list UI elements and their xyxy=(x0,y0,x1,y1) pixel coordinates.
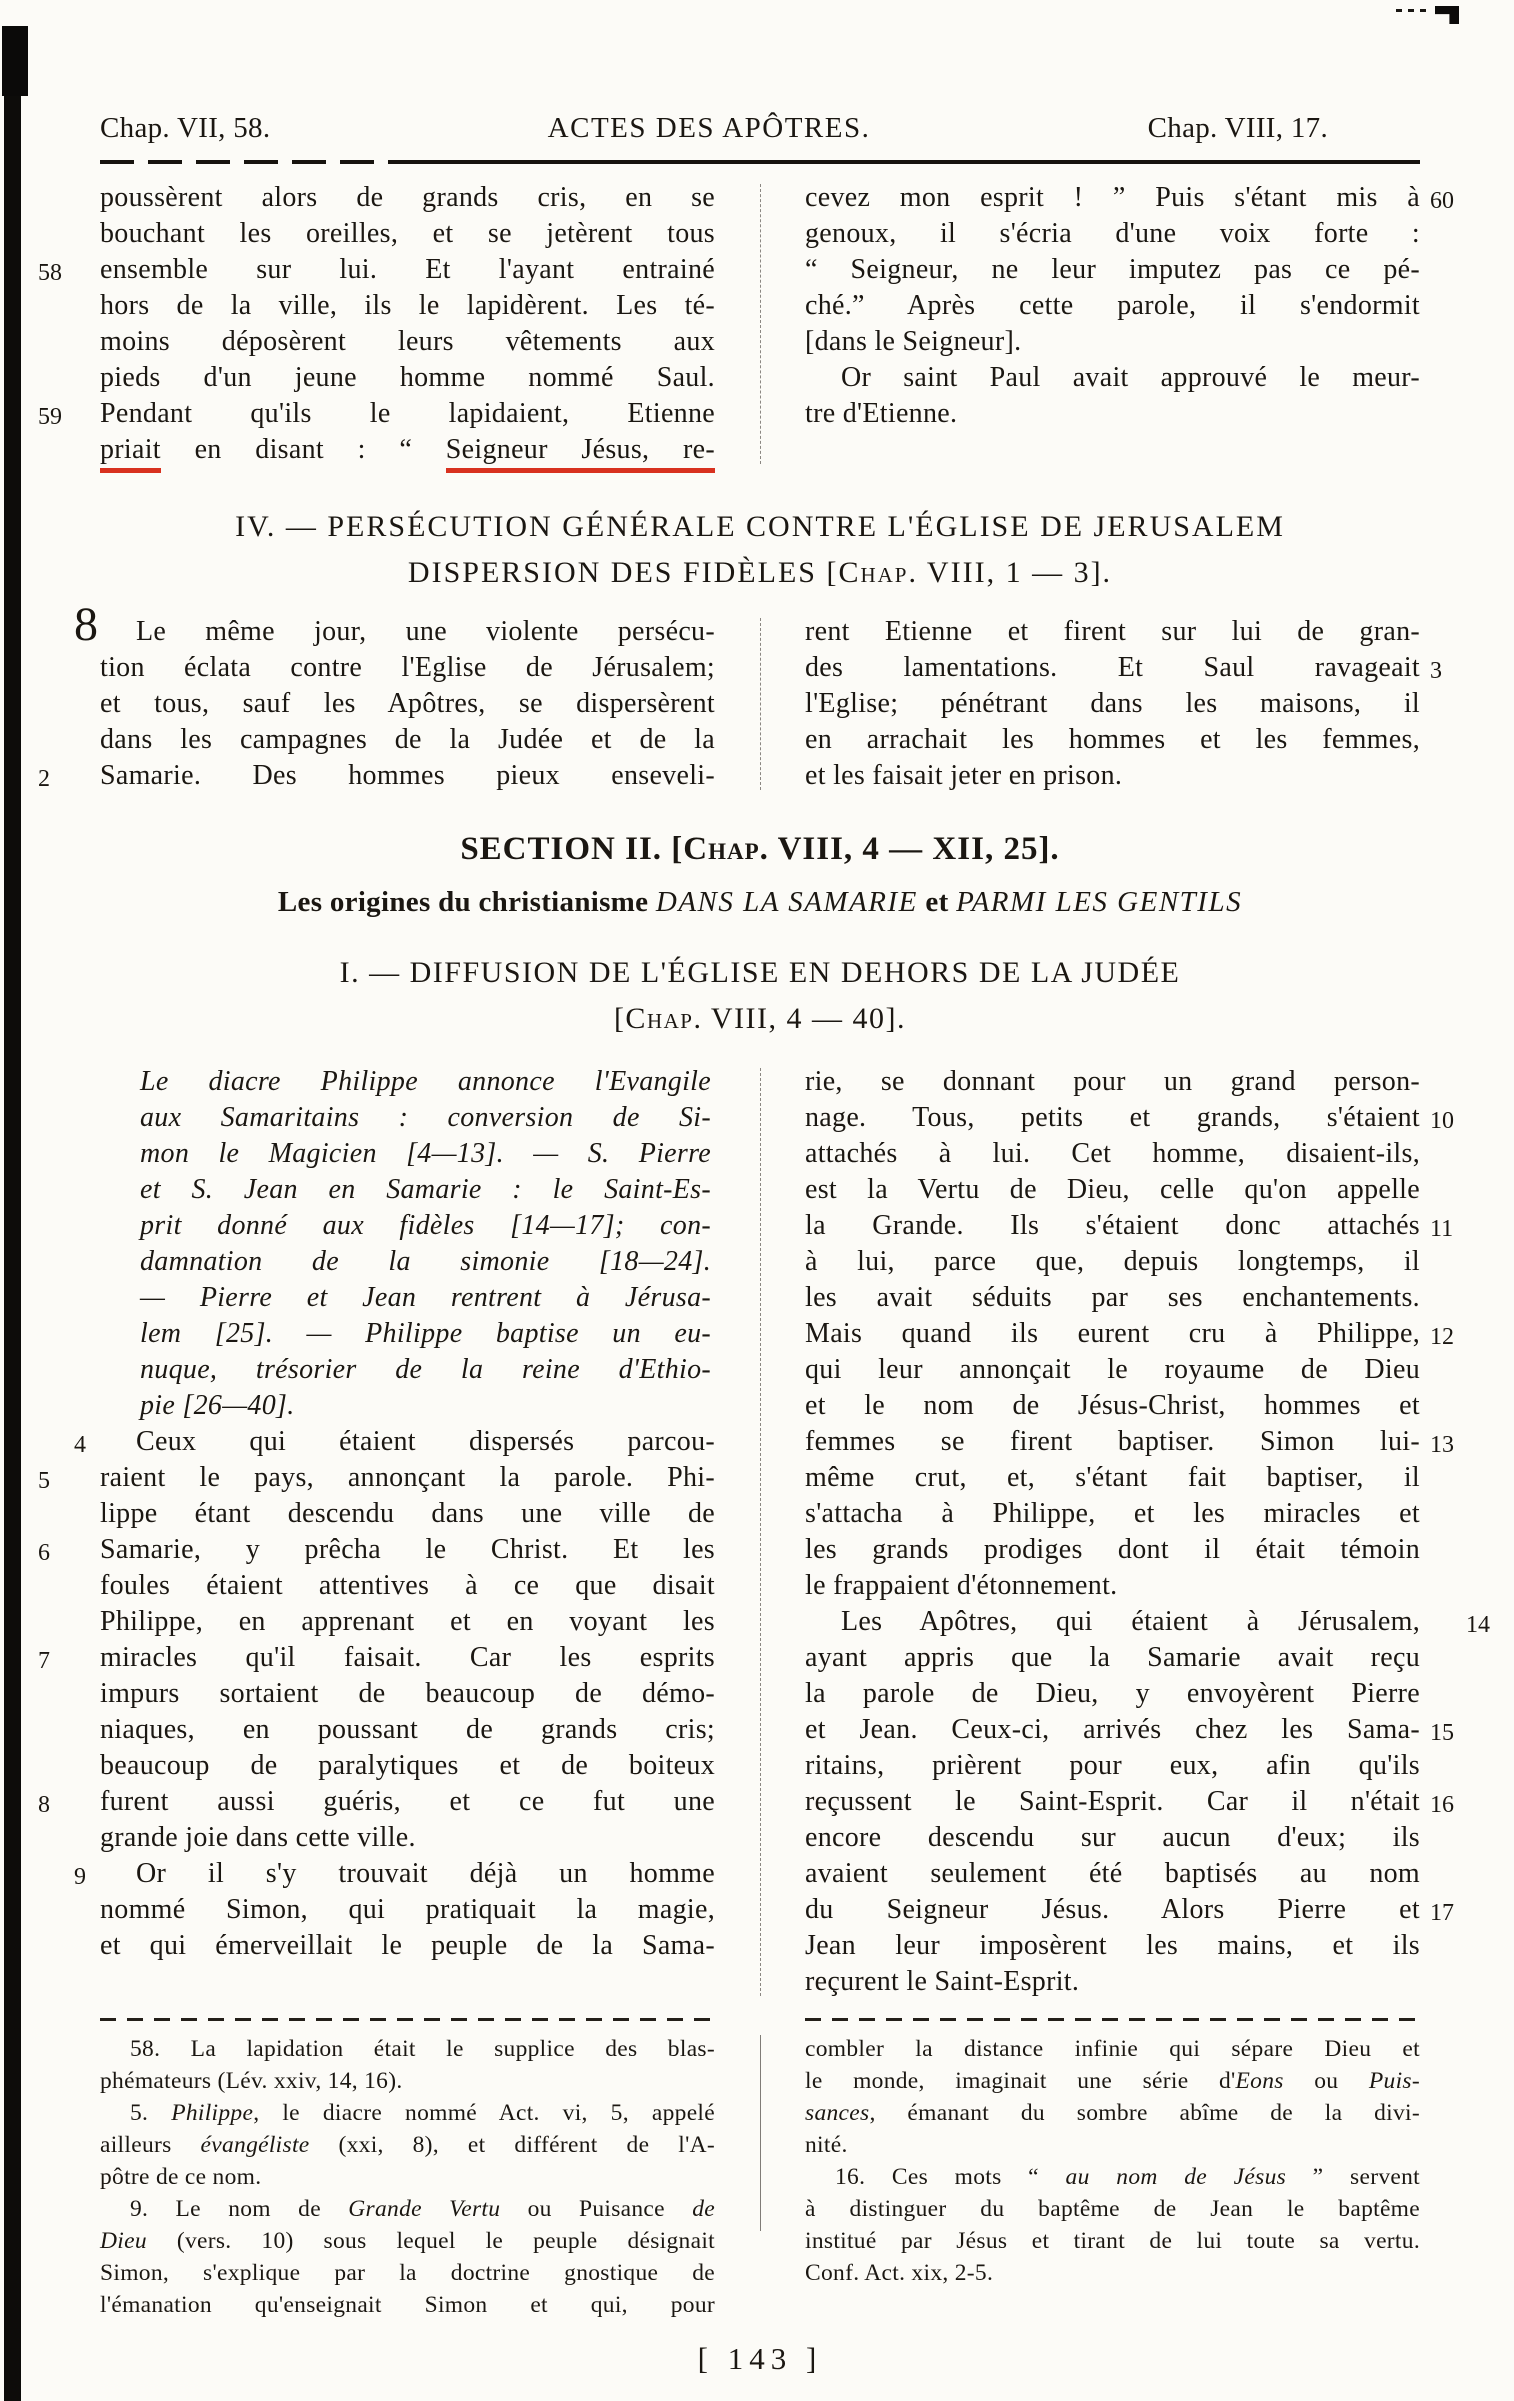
text-line xyxy=(805,1856,1420,1892)
verse-number: 60 xyxy=(1430,188,1454,214)
line-text: la parole de Dieu, y envoyèrent Pierre xyxy=(805,1678,1420,1709)
text-line xyxy=(805,2193,1420,2225)
text-segment: de xyxy=(692,2196,715,2222)
text-line xyxy=(805,1208,1454,1244)
line-text: aux Samaritains : conversion de Si- xyxy=(140,1102,711,1133)
line-text: la Grande. Ils s'étaient donc attachés xyxy=(805,1210,1420,1241)
text-line xyxy=(805,1172,1420,1208)
line-text: nuque, trésorier de la reine d'Ethio- xyxy=(140,1354,711,1385)
text-line xyxy=(100,1676,715,1712)
line-text: nage. Tous, petits et grands, s'étaient xyxy=(805,1102,1420,1133)
line-text: le frappaient d'étonnement. xyxy=(805,1570,1118,1601)
text-segment: en disant : “ xyxy=(160,434,446,465)
line-text: rent Etienne et firent sur lui de gran- xyxy=(805,616,1420,647)
line-text: beaucoup de paralytiques et de boiteux xyxy=(100,1750,715,1781)
verse-number: 4 xyxy=(74,1432,86,1458)
text-line xyxy=(805,722,1420,758)
text-segment: au nom de Jésus xyxy=(1065,2164,1287,2190)
text-line xyxy=(38,1640,715,1676)
text-line xyxy=(805,1604,1490,1640)
line-text: miracles qu'il faisait. Car les esprits xyxy=(100,1642,715,1673)
line-text: phémateurs (Lév. xxiv, 14, 16). xyxy=(100,2068,403,2094)
text-segment: sances xyxy=(805,2100,870,2126)
line-text: impurs sortaient de beaucoup de démo- xyxy=(100,1678,715,1709)
text-line xyxy=(805,2225,1420,2257)
text-line xyxy=(100,1712,715,1748)
text-segment: ” servent xyxy=(1286,2164,1420,2190)
text-line xyxy=(140,1316,711,1352)
text-segment: (xxi, 8), et différent de l'A- xyxy=(309,2132,715,2158)
text-line xyxy=(805,1892,1454,1928)
text-line xyxy=(140,1208,711,1244)
line-text: ché.” Après cette parole, il s'endormit xyxy=(805,290,1420,321)
line-text: femmes se firent baptiser. Simon lui- xyxy=(805,1426,1420,1457)
line-text: pieds d'un jeune homme nommé Saul. xyxy=(100,362,715,393)
text-line xyxy=(100,2193,715,2225)
text-line xyxy=(805,2033,1420,2065)
line-text: s'attacha à Philippe, et les miracles et xyxy=(805,1498,1420,1529)
text-line xyxy=(805,1784,1454,1820)
text-line xyxy=(805,2097,1420,2129)
text-line xyxy=(100,2225,715,2257)
argument-summary xyxy=(100,1064,715,1424)
line-text: Or saint Paul avait approuvé le meur- xyxy=(841,362,1420,393)
text-line xyxy=(100,216,715,252)
text-line xyxy=(140,1388,711,1424)
line-text: et tous, sauf les Apôtres, se dispersèrent xyxy=(100,688,715,719)
line-text: niaques, en poussant de grands cris; xyxy=(100,1714,715,1745)
line-text: Samarie. Des hommes pieux enseveli- xyxy=(100,760,715,791)
line-text: genoux, il s'écria d'une voix forte : xyxy=(805,218,1420,249)
binding-edge-top xyxy=(2,26,28,96)
text-line xyxy=(100,2161,715,2193)
column-left xyxy=(38,598,715,794)
line-text: à distinguer du baptême de Jean le baptême xyxy=(805,2196,1420,2222)
section-ii-title: SECTION II. [Chap. VIII, 4 — XII, 25]. xyxy=(460,831,1060,867)
line-text: Samarie, y prêcha le Christ. Et les xyxy=(100,1534,715,1565)
text-segment: Philippe xyxy=(171,2100,254,2126)
text-segment: ou xyxy=(1283,2068,1369,2094)
text-line xyxy=(805,2257,1420,2289)
text-segment: Les origines du christianisme xyxy=(277,886,656,918)
line-text: pie [26—40]. xyxy=(140,1390,295,1421)
text-line xyxy=(38,396,715,432)
text-line xyxy=(38,1460,715,1496)
text-line xyxy=(805,1568,1420,1604)
text-line xyxy=(805,1676,1420,1712)
text-line xyxy=(140,1280,711,1316)
running-head xyxy=(100,0,1420,145)
text-line xyxy=(805,1424,1454,1460)
line-text xyxy=(835,2164,1420,2190)
text-line xyxy=(805,1712,1454,1748)
line-text: hors de la ville, ils le lapidèrent. Les té- xyxy=(100,290,715,321)
text-line xyxy=(100,324,715,360)
text-line xyxy=(38,252,715,288)
text-line xyxy=(140,1244,711,1280)
line-text: des lamentations. Et Saul ravageait xyxy=(805,652,1420,683)
text-line xyxy=(100,2065,715,2097)
text-line xyxy=(140,1136,711,1172)
line-text: prit donné aux fidèles [14—17]; con- xyxy=(140,1210,711,1241)
section-ii-subtitle xyxy=(100,884,1420,920)
footnote-rule-right xyxy=(805,2018,1420,2021)
line-text: combler la distance infinie qui sépare Dieu et xyxy=(805,2036,1420,2062)
verse-number: 2 xyxy=(38,766,50,792)
text-segment: DANS LA SAMARIE xyxy=(655,886,918,918)
book-title: ACTES DES APÔTRES. xyxy=(547,112,871,144)
verse-number: 59 xyxy=(38,404,62,430)
verse-number: 14 xyxy=(1466,1612,1490,1638)
text-line xyxy=(100,686,715,722)
text-line xyxy=(100,2033,715,2065)
section-heading-iv xyxy=(100,504,1420,596)
text-line xyxy=(38,1532,715,1568)
line-text: damnation de la simonie [18—24]. xyxy=(140,1246,711,1277)
text-line xyxy=(805,2129,1420,2161)
line-text: “ Seigneur, ne leur imputez pas ce pé- xyxy=(805,254,1420,285)
line-text: Conf. Act. xix, 2-5. xyxy=(805,2260,994,2286)
column-right xyxy=(805,1064,1490,2000)
text-line xyxy=(805,650,1442,686)
text-line xyxy=(100,1496,715,1532)
text-line xyxy=(140,1064,711,1100)
line-text: Ceux qui étaient dispersés parcou- xyxy=(136,1426,715,1457)
text-line xyxy=(805,1244,1420,1280)
footnotes xyxy=(100,2033,1420,2321)
text-segment: ou Puisance xyxy=(500,2196,693,2222)
text-line xyxy=(140,1352,711,1388)
text-line xyxy=(100,360,715,396)
line-text: est la Vertu de Dieu, celle qu'on appelle xyxy=(805,1174,1420,1205)
text-line xyxy=(805,1640,1420,1676)
red-pen-underline: Seigneur Jésus, re- xyxy=(446,434,715,473)
passage-acts-8-1-3 xyxy=(38,598,1442,794)
text-line xyxy=(805,1388,1420,1424)
line-text: grande joie dans cette ville. xyxy=(100,1822,416,1853)
line-text: Mais quand ils eurent cru à Philippe, xyxy=(805,1318,1420,1349)
verse-number: 10 xyxy=(1430,1108,1454,1134)
text-line xyxy=(100,180,715,216)
text-line xyxy=(805,1496,1420,1532)
text-line xyxy=(100,1604,715,1640)
footnotes-left xyxy=(100,2033,715,2321)
text-line xyxy=(140,1100,711,1136)
line-text xyxy=(805,2068,1420,2094)
section-heading-i-line2: [Chap. VIII, 4 — 40]. xyxy=(613,1002,907,1035)
column-left xyxy=(38,1064,715,2000)
line-text: reçurent le Saint-Esprit. xyxy=(805,1966,1080,1997)
line-text: ritains, prièrent pour eux, afin qu'ils xyxy=(805,1750,1420,1781)
line-text: nité. xyxy=(805,2132,848,2158)
text-line xyxy=(805,360,1420,396)
line-text: pôtre de ce nom. xyxy=(100,2164,262,2190)
line-text xyxy=(100,434,715,473)
line-text xyxy=(130,2100,715,2126)
text-line xyxy=(805,324,1420,360)
line-text: avaient seulement été baptisés au nom xyxy=(805,1858,1420,1889)
verse-number: 13 xyxy=(1430,1432,1454,1458)
text-line xyxy=(100,1748,715,1784)
line-text xyxy=(130,2196,715,2222)
verse-number: 8 xyxy=(38,1792,50,1818)
chapter-ref-left: Chap. VII, 58. xyxy=(100,112,271,144)
text-line xyxy=(805,1964,1420,2000)
text-line xyxy=(38,1784,715,1820)
line-text xyxy=(805,2100,1420,2126)
text-line xyxy=(100,432,715,468)
text-line xyxy=(100,884,1420,920)
line-text: et le nom de Jésus-Christ, hommes et xyxy=(805,1390,1420,1421)
text-line xyxy=(805,1748,1420,1784)
line-text: et S. Jean en Samarie : le Saint-Es- xyxy=(140,1174,711,1205)
line-text: Les Apôtres, qui étaient à Jérusalem, xyxy=(841,1606,1420,1637)
text-line xyxy=(805,1136,1420,1172)
line-text: Le diacre Philippe annonce l'Evangile xyxy=(140,1066,711,1097)
line-text: bouchant les oreilles, et se jetèrent tous xyxy=(100,218,715,249)
text-line xyxy=(805,216,1420,252)
line-text: lem [25]. — Philippe baptise un eu- xyxy=(140,1318,711,1349)
line-text xyxy=(100,2228,715,2254)
text-line xyxy=(805,288,1420,324)
line-text: à lui, parce que, depuis longtemps, il xyxy=(805,1246,1420,1277)
scan-speck xyxy=(1396,9,1430,12)
verse-number: 9 xyxy=(74,1864,86,1890)
text-line xyxy=(100,1820,715,1856)
text-line xyxy=(805,686,1420,722)
line-text: Philippe, en apprenant et en voyant les xyxy=(100,1606,715,1637)
text-line xyxy=(74,1424,715,1460)
text-line xyxy=(805,180,1454,216)
text-line xyxy=(805,1100,1454,1136)
verse-number: 5 xyxy=(38,1468,50,1494)
line-text: reçussent le Saint-Esprit. Car il n'était xyxy=(805,1786,1420,1817)
line-text: et qui émerveillait le peuple de la Sama- xyxy=(100,1930,715,1961)
text-line xyxy=(74,598,715,651)
text-line xyxy=(805,1064,1420,1100)
line-text: 58. La lapidation était le supplice des blas- xyxy=(130,2036,715,2062)
line-text: Le même jour, une violente persécu- xyxy=(136,616,715,647)
text-line xyxy=(805,2065,1420,2097)
column-right xyxy=(805,614,1442,794)
text-line xyxy=(100,722,715,758)
text-line xyxy=(100,2129,715,2161)
header-rule-line xyxy=(400,160,1420,164)
verse-number: 17 xyxy=(1430,1900,1454,1926)
line-text: tion éclata contre l'Eglise de Jérusalem; xyxy=(100,652,715,683)
text-segment: , émanant du sombre abîme de la divi- xyxy=(869,2100,1420,2126)
text-line xyxy=(805,252,1420,288)
line-text: furent aussi guéris, et ce fut une xyxy=(100,1786,715,1817)
text-line xyxy=(805,2161,1420,2193)
column-right xyxy=(805,180,1454,468)
text-segment: Eons xyxy=(1235,2068,1284,2094)
verse-number: 6 xyxy=(38,1540,50,1566)
text-line xyxy=(100,2257,715,2289)
verse-number: 8 xyxy=(74,598,98,651)
verse-number: 58 xyxy=(38,260,62,286)
text-line xyxy=(805,614,1420,650)
text-line xyxy=(74,1856,715,1892)
passage-acts-7 xyxy=(38,180,1454,468)
line-text: [dans le Seigneur]. xyxy=(805,326,1022,357)
verse-number: 7 xyxy=(38,1648,50,1674)
line-text: ayant appris que la Samarie avait reçu xyxy=(805,1642,1420,1673)
text-line xyxy=(100,2289,715,2321)
text-line xyxy=(100,1568,715,1604)
text-segment: 5. xyxy=(130,2100,172,2126)
line-text: les grands prodiges dont il était témoin xyxy=(805,1534,1420,1565)
verse-number: 3 xyxy=(1430,658,1442,684)
footnote-separator xyxy=(100,2018,1420,2021)
text-line xyxy=(805,1532,1420,1568)
chapter-ref-right: Chap. VIII, 17. xyxy=(1147,112,1328,144)
line-text: l'émanation qu'enseignait Simon et qui, pour xyxy=(100,2292,715,2318)
scan-corner-artifact xyxy=(1435,6,1459,24)
page-number: [ 143 ] xyxy=(697,2341,823,2376)
text-segment: (vers. 10) sous lequel le peuple désignait xyxy=(146,2228,715,2254)
line-text xyxy=(278,886,1242,918)
text-line xyxy=(38,758,715,794)
verse-number: 16 xyxy=(1430,1792,1454,1818)
footnotes-right xyxy=(805,2033,1420,2321)
line-text: Simon, s'explique par la doctrine gnostique de xyxy=(100,2260,715,2286)
text-line xyxy=(805,758,1420,794)
line-text: Or il s'y trouvait déjà un homme xyxy=(136,1858,715,1889)
line-text: du Seigneur Jésus. Alors Pierre et xyxy=(805,1894,1420,1925)
text-segment: 9. Le nom de xyxy=(130,2196,349,2222)
line-text: rie, se donnant pour un grand person- xyxy=(805,1066,1420,1097)
text-segment: Dieu xyxy=(100,2228,147,2254)
text-line xyxy=(100,288,715,324)
header-rule-dashes xyxy=(100,160,400,164)
text-line xyxy=(140,1172,711,1208)
text-segment: , le diacre nommé Act. vi, 5, appelé xyxy=(253,2100,715,2126)
line-text xyxy=(100,2132,715,2158)
line-text: poussèrent alors de grands cris, en se xyxy=(100,182,715,213)
column-left xyxy=(38,180,715,468)
line-text: Pendant qu'ils le lapidaient, Etienne xyxy=(100,398,715,429)
text-line xyxy=(805,1820,1420,1856)
text-segment: le monde, imaginait une série d' xyxy=(805,2068,1236,2094)
line-text: institué par Jésus et tirant de lui toute sa vertu. xyxy=(805,2228,1420,2254)
line-text: attachés à lui. Cet homme, disaient-ils, xyxy=(805,1138,1420,1169)
red-pen-underline: priait xyxy=(100,434,161,473)
verse-number: 12 xyxy=(1430,1324,1454,1350)
text-line xyxy=(805,1352,1420,1388)
line-text: tre d'Etienne. xyxy=(805,398,958,429)
section-heading-i xyxy=(100,950,1420,1042)
text-segment: Puis- xyxy=(1368,2068,1420,2094)
text-segment: évangéliste xyxy=(200,2132,310,2158)
line-text: Jean leur imposèrent les mains, et ils xyxy=(805,1930,1420,1961)
line-text: dans les campagnes de la Judée et de la xyxy=(100,724,715,755)
text-segment: PARMI LES GENTILS xyxy=(956,886,1243,918)
line-text: foules étaient attentives à ce que disait xyxy=(100,1570,715,1601)
line-text: nommé Simon, qui pratiquait la magie, xyxy=(100,1894,715,1925)
binding-edge xyxy=(4,26,21,2401)
text-segment: 16. Ces mots “ xyxy=(835,2164,1066,2190)
line-text: raient le pays, annonçant la parole. Phi- xyxy=(100,1462,715,1493)
text-segment: et xyxy=(917,886,957,918)
text-line xyxy=(100,1928,715,1964)
footnote-rule-left xyxy=(100,2018,715,2021)
text-line xyxy=(100,2097,715,2129)
header-rule xyxy=(100,159,1420,164)
text-line xyxy=(805,1928,1420,1964)
text-line xyxy=(100,650,715,686)
line-text: l'Eglise; pénétrant dans les maisons, il xyxy=(805,688,1420,719)
line-text: en arrachait les hommes et les femmes, xyxy=(805,724,1420,755)
text-line xyxy=(805,396,1420,432)
text-segment: Grande Vertu xyxy=(348,2196,501,2222)
text-line xyxy=(100,1892,715,1928)
line-text: les avait séduits par ses enchantements. xyxy=(805,1282,1420,1313)
line-text: cevez mon esprit ! ” Puis s'étant mis à xyxy=(805,182,1420,213)
verses-left xyxy=(38,1424,715,1964)
line-text: lippe étant descendu dans une ville de xyxy=(100,1498,715,1529)
text-line xyxy=(805,1460,1420,1496)
line-text: — Pierre et Jean rentrent à Jérusa- xyxy=(140,1282,711,1313)
section-heading-i-line1: I. — DIFFUSION DE L'ÉGLISE EN DEHORS DE LA JUDÉE xyxy=(339,956,1181,989)
line-text: et Jean. Ceux-ci, arrivés chez les Sama- xyxy=(805,1714,1420,1745)
section-heading-iv-line2: DISPERSION DES FIDÈLES [Chap. VIII, 1 — 3]. xyxy=(407,556,1113,589)
passage-acts-8-4-17 xyxy=(38,1064,1490,2000)
line-text: moins déposèrent leurs vêtements aux xyxy=(100,326,715,357)
line-text: ensemble sur lui. Et l'ayant entrainé xyxy=(100,254,715,285)
text-line xyxy=(805,1316,1454,1352)
line-text: même crut, et, s'étant fait baptiser, il xyxy=(805,1462,1420,1493)
section-heading-iv-line1: IV. — PERSÉCUTION GÉNÉRALE CONTRE L'ÉGLISE DE JERUSALEM xyxy=(235,510,1285,543)
text-line xyxy=(805,1280,1420,1316)
line-text: qui leur annonçait le royaume de Dieu xyxy=(805,1354,1420,1385)
line-text: mon le Magicien [4—13]. — S. Pierre xyxy=(140,1138,711,1169)
line-text: encore descendu sur aucun d'eux; ils xyxy=(805,1822,1420,1853)
line-text: et les faisait jeter en prison. xyxy=(805,760,1123,791)
text-segment: ailleurs xyxy=(100,2132,201,2158)
verse-number: 15 xyxy=(1430,1720,1454,1746)
verse-number: 11 xyxy=(1430,1216,1454,1242)
